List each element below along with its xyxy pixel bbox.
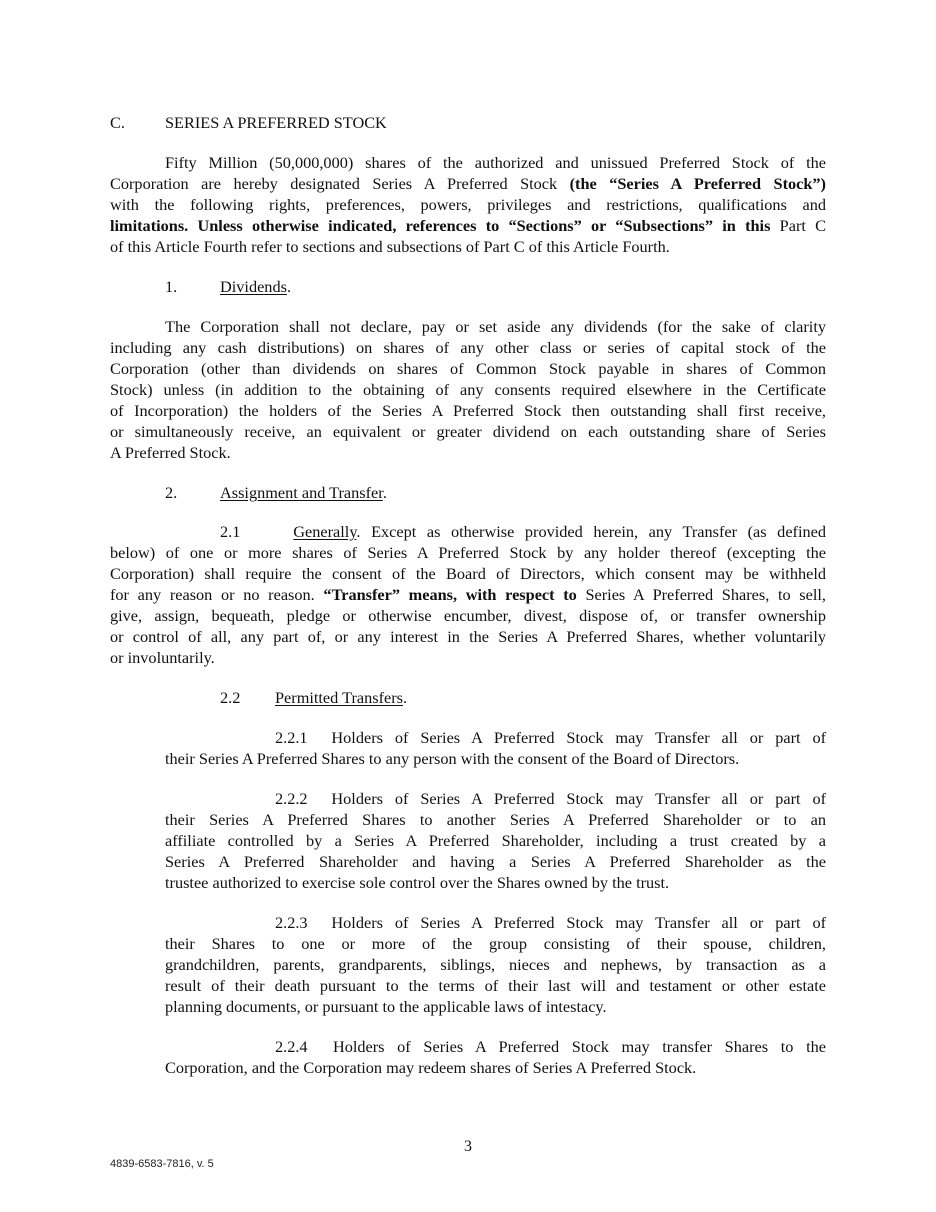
generally-line: Corporation) shall require the consent of the Board of Directors, which consent may be withheld xyxy=(110,564,826,583)
permitted-title: Permitted Transfers xyxy=(275,688,403,707)
section-c-title: SERIES A PREFERRED STOCK xyxy=(165,113,387,132)
dividends-line: including any cash distributions) on shares of any other class or series of capital stock of the xyxy=(110,338,826,357)
item-2-2-2-line: trustee authorized to exercise sole control over the Shares owned by the trust. xyxy=(165,873,670,892)
item-2-2-2-line: affiliate controlled by a Series A Preferred Shareholder, including a trust created by a xyxy=(165,831,826,850)
permitted-heading: 2.2 Permitted Transfers. xyxy=(220,688,408,707)
section-c-label: C. xyxy=(110,113,125,132)
generally-line-1: 2.1 Generally. Except as otherwise provided herein, any Transfer (as defined xyxy=(220,522,827,541)
item-2-2-2-line: Series A Preferred Shareholder and having a Series A Preferred Shareholder as the xyxy=(165,852,826,871)
dividends-line: Corporation (other than dividends on shares of Common Stock payable in shares of Common xyxy=(110,359,826,378)
item-2-2-3-first-line: 2.2.3 Holders of Series A Preferred Stock may Transfer all or part of xyxy=(275,913,827,932)
section-c-heading xyxy=(110,112,826,133)
item-2-2-3-line: grandchildren, parents, grandparents, siblings, nieces and nephews, by transaction as a xyxy=(165,955,826,974)
item-2-2-3-line: planning documents, or pursuant to the applicable laws of intestacy. xyxy=(165,997,607,1016)
item-2-2-2-first-line: 2.2.2 Holders of Series A Preferred Stock may Transfer all or part of xyxy=(275,789,827,808)
item-2-2-4-first-line: 2.2.4 Holders of Series A Preferred Stock may transfer Shares to the xyxy=(275,1037,827,1056)
dividends-heading: 1. Dividends. xyxy=(165,277,292,296)
document-id: 4839-6583-7816, v. 5 xyxy=(110,1158,214,1170)
item-2-2-1-first-line: 2.2.1 Holders of Series A Preferred Stock may Transfer all or part of xyxy=(275,728,827,747)
generally-line: for any reason or no reason. “Transfer” means, with respect to Series A Preferred Shares, to sell, xyxy=(110,585,826,604)
assignment-title: Assignment and Transfer xyxy=(220,483,383,502)
generally-title: Generally xyxy=(293,522,357,541)
assignment-heading: 2. Assignment and Transfer. xyxy=(165,483,387,502)
item-2-2-3-line: their Shares to one or more of the group consisting of their spouse, children, xyxy=(165,934,826,953)
dividends-title: Dividends xyxy=(220,277,287,296)
page-number: 3 xyxy=(464,1138,472,1155)
generally-line: or involuntarily. xyxy=(110,648,215,667)
intro-line-5: of this Article Fourth refer to sections and subsections of Part C of this Article Fourth. xyxy=(110,237,670,256)
dividends-line: or simultaneously receive, an equivalent or greater dividend on each outstanding share of Series xyxy=(110,422,826,441)
item-2-2-1-line: their Series A Preferred Shares to any person with the consent of the Board of Directors. xyxy=(165,749,740,768)
item-2-2-3-line: result of their death pursuant to the terms of their last will and testament or other estate xyxy=(165,976,826,995)
generally-line: or control of all, any part of, or any interest in the Series A Preferred Shares, whether voluntarily xyxy=(110,627,826,646)
item-2-2-4-line: Corporation, and the Corporation may redeem shares of Series A Preferred Stock. xyxy=(165,1058,697,1077)
dividends-line: of Incorporation) the holders of the Series A Preferred Stock then outstanding shall first receive, xyxy=(110,401,826,420)
generally-line: give, assign, bequeath, pledge or otherwise encumber, divest, dispose of, or transfer ownership xyxy=(110,606,826,625)
intro-line-3: with the following rights, preferences, powers, privileges and restrictions, qualifications and xyxy=(110,195,826,214)
dividends-line: Stock) unless (in addition to the obtaining of any consents required elsewhere in the Certificate xyxy=(110,380,826,399)
dividends-line: A Preferred Stock. xyxy=(110,443,231,462)
intro-line-2: Corporation are hereby designated Series A Preferred Stock (the “Series A Preferred Stock”) xyxy=(110,174,826,193)
dividends-line: The Corporation shall not declare, pay or set aside any dividends (for the sake of clarity xyxy=(165,317,826,336)
intro-line-4: limitations. Unless otherwise indicated, references to “Sections” or “Subsections” in this Part C xyxy=(110,216,826,235)
generally-line: below) of one or more shares of Series A Preferred Stock by any holder thereof (excepting the xyxy=(110,543,826,562)
intro-line-1: Fifty Million (50,000,000) shares of the authorized and unissued Preferred Stock of the xyxy=(165,153,826,172)
item-2-2-2-line: their Series A Preferred Shares to another Series A Preferred Shareholder or to an xyxy=(165,810,826,829)
